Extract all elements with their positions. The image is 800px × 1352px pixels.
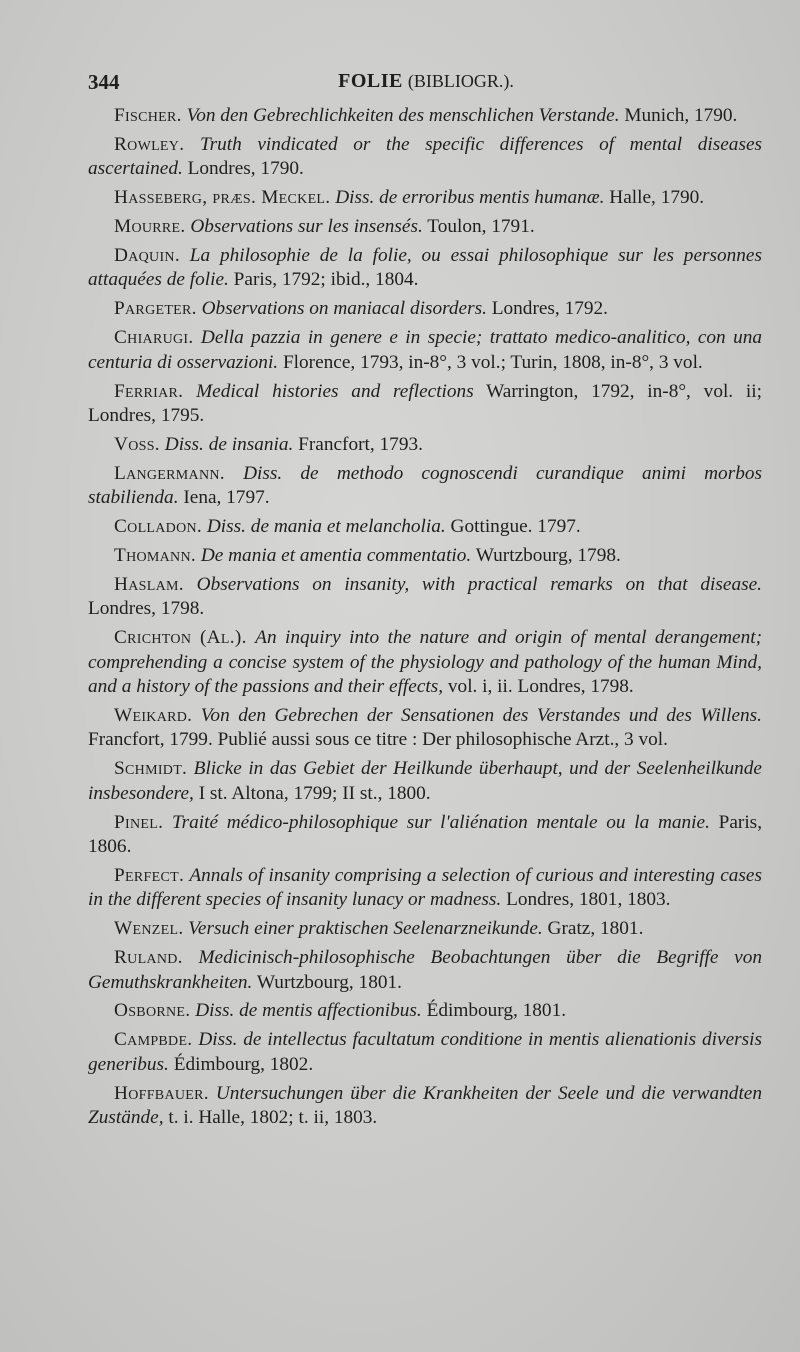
bibliography-entry — [88, 433, 762, 457]
entry-publication: vol. i, ii. Londres, 1798. — [447, 676, 634, 698]
bibliography-entry — [88, 297, 762, 321]
entry-author: Perfect. — [114, 864, 185, 886]
bibliography-list — [88, 104, 762, 1135]
entry-author: Schmidt. — [114, 758, 188, 780]
entry-publication: Francfort, 1799. Publié aussi sous ce titre : Der philosophische Arzt., 3 vol. — [88, 729, 668, 751]
entry-publication: I st. Altona, 1799; II st., 1800. — [198, 782, 431, 804]
entry-publication: Halle, 1790. — [609, 187, 705, 209]
entry-author: Voss. — [114, 433, 160, 455]
entry-publication: Francfort, 1793. — [298, 433, 423, 455]
entry-title: Blicke in das Gebiet der Heilkunde überhaupt, und der Seelenheilkunde insbesondere, — [88, 758, 762, 804]
page-header — [88, 70, 764, 100]
bibliography-entry — [88, 104, 762, 128]
entry-author: Chiarugi. — [114, 327, 194, 349]
entry-publication: Wurtzbourg, 1801. — [256, 971, 402, 993]
entry-author: Rowley. — [114, 133, 185, 155]
entry-title: Diss. de methodo cognoscendi curandique animi morbos stabilienda. — [88, 462, 762, 509]
entry-publication: Warrington, 1792, in-8°, vol. ii; Londres, 1795. — [88, 380, 762, 426]
entry-author: Osborne. — [114, 1000, 191, 1022]
entry-publication: t. i. Halle, 1802; t. ii, 1803. — [168, 1107, 378, 1129]
entry-title: Untersuchungen über die Krankheiten der Seele und die verwandten Zustände, — [88, 1082, 762, 1129]
entry-author: Haslam. — [114, 573, 184, 595]
bibliography-entry — [88, 757, 762, 806]
bibliography-entry — [88, 1028, 762, 1077]
entry-title: Diss. de mania et melancholia. — [206, 516, 446, 538]
bibliography-entry — [88, 946, 762, 995]
entry-title: Diss. de mentis affectionibus. — [195, 1000, 422, 1022]
page-number: 344 — [88, 70, 120, 94]
entry-author: Daquin. — [114, 245, 180, 267]
entry-publication: Gratz, 1801. — [547, 918, 644, 940]
entry-author: Campbde. — [114, 1029, 193, 1051]
entry-title: Traité médico-philosophique sur l'aliénation mentale ou la manie. — [171, 811, 710, 833]
entry-title: Truth vindicated or the specific differences of mental diseases ascertained. — [88, 133, 763, 180]
bibliography-entry — [88, 462, 762, 511]
bibliography-entry — [88, 186, 762, 210]
entry-title: Diss. de insania. — [164, 433, 294, 455]
entry-author: Crichton (Al.). — [114, 627, 247, 649]
entry-title: Diss. de erroribus mentis humanæ. — [335, 187, 605, 209]
bibliography-entry — [88, 626, 762, 699]
entry-title: Diss. de intellectus facultatum conditione in mentis alienationis diversis generibus. — [88, 1029, 763, 1075]
entry-title: Medical histories and reflections — [196, 380, 474, 402]
entry-publication: Toulon, 1791. — [427, 216, 535, 238]
bibliography-entry — [88, 133, 762, 182]
bibliography-entry — [88, 515, 762, 539]
bibliography-entry — [88, 864, 762, 913]
bibliography-entry — [88, 573, 762, 622]
entry-publication: Londres, 1798. — [88, 598, 205, 620]
bibliography-entry — [88, 917, 762, 941]
entry-author: Ferriar. — [114, 380, 184, 402]
entry-title: Medicinisch-philosophische Beobachtungen über die Begriffe von Gemuthskrankheiten. — [88, 947, 762, 993]
entry-title: Von den Gebrechlichkeiten des menschlichen Verstande. — [186, 105, 620, 126]
entry-title: De mania et amentia commentatio. — [200, 545, 472, 566]
entry-publication: Munich, 1790. — [624, 105, 738, 126]
bibliography-entry — [88, 326, 762, 375]
entry-title: Della pazzia in genere e in specie; trattato medico-analitico, con una centuria di osservazioni. — [88, 327, 762, 373]
entry-author: Langermann. — [114, 462, 225, 484]
entry-publication: Édimbourg, 1802. — [173, 1053, 314, 1075]
entry-author: Hasseberg, præs. Meckel. — [114, 187, 331, 209]
bibliography-entry — [88, 544, 762, 568]
entry-publication: Paris, 1806. — [88, 811, 763, 857]
entry-title: Observations sur les insensés. — [190, 216, 423, 238]
running-head-title: FOLIE — [338, 70, 403, 92]
entry-author: Hoffbauer. — [114, 1082, 209, 1104]
entry-title: Observations on insanity, with practical remarks on that disease. — [196, 573, 762, 595]
entry-author: Ruland. — [114, 947, 183, 969]
entry-title: La philosophie de la folie, ou essai philosophique sur les personnes attaquées de folie. — [88, 245, 762, 291]
bibliography-entry — [88, 811, 762, 860]
bibliography-entry — [88, 380, 762, 429]
running-head — [88, 70, 764, 93]
entry-author: Weikard. — [114, 704, 193, 726]
entry-author: Colladon. — [114, 516, 203, 538]
bibliography-entry — [88, 704, 762, 753]
entry-title: An inquiry into the nature and origin of mental derangement; comprehending a concise system of the physiology and pathology of the human Mind, and a history of the passions and their effects, — [88, 627, 762, 698]
entry-author: Wenzel. — [114, 918, 184, 940]
entry-author: Thomann. — [114, 545, 196, 566]
entry-title: Observations on maniacal disorders. — [201, 298, 487, 320]
bibliography-entry — [88, 244, 762, 293]
entry-publication: Londres, 1801, 1803. — [506, 889, 671, 911]
entry-publication: Londres, 1792. — [491, 298, 608, 320]
bibliography-entry — [88, 1082, 762, 1131]
entry-publication: Wurtzbourg, 1798. — [475, 545, 621, 566]
entry-author: Mourre. — [114, 216, 186, 238]
entry-publication: Paris, 1792; ibid., 1804. — [233, 269, 419, 291]
entry-author: Pargeter. — [114, 298, 197, 320]
entry-author: Pinel. — [114, 811, 164, 833]
entry-publication: Édimbourg, 1801. — [426, 1000, 567, 1022]
entry-publication: Iena, 1797. — [183, 487, 270, 509]
entry-title: Von den Gebrechen der Sensationen des Verstandes und des Willens. — [200, 704, 762, 726]
entry-publication: Londres, 1790. — [187, 158, 304, 180]
running-head-subtitle: (BIBLIOGR.). — [407, 71, 514, 91]
entry-publication: Gottingue. 1797. — [450, 516, 581, 538]
bibliography-entry — [88, 999, 762, 1023]
bibliography-entry — [88, 215, 762, 239]
entry-title: Annals of insanity comprising a selection of curious and interesting cases in the different species of insanity lunacy or madness. — [88, 864, 762, 911]
entry-author: Fischer. — [114, 105, 182, 126]
entry-title: Versuch einer praktischen Seelenarzneikunde. — [188, 918, 543, 940]
entry-publication: Florence, 1793, in-8°, 3 vol.; Turin, 1808, in-8°, 3 vol. — [282, 351, 703, 373]
